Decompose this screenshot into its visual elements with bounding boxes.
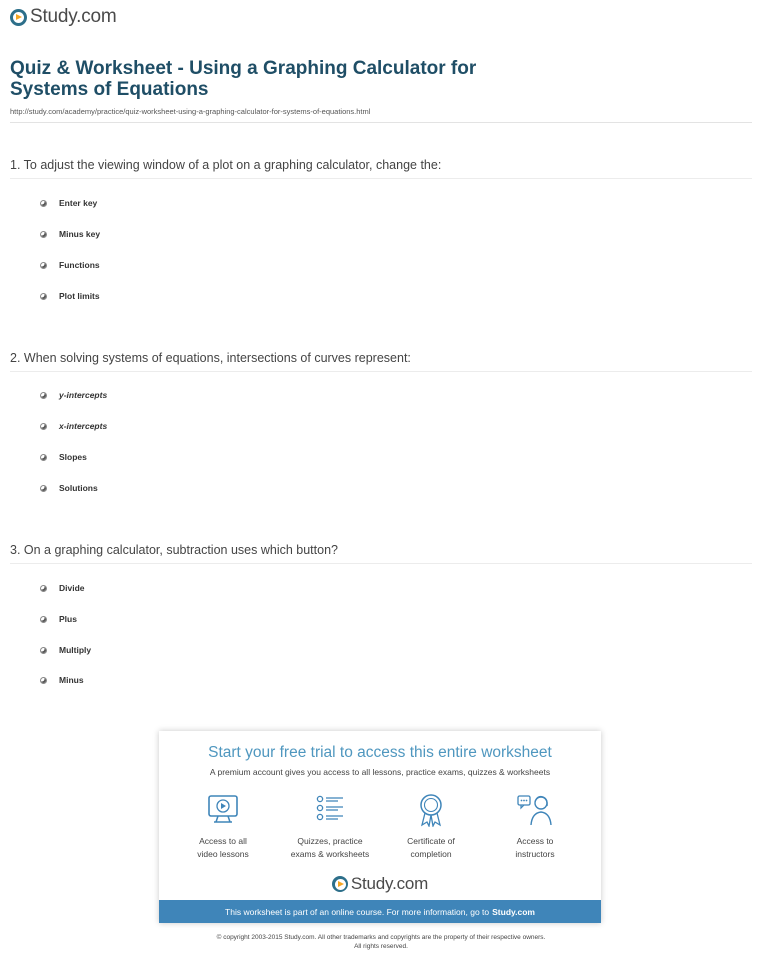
q2-option-3[interactable]: Slopes	[40, 451, 87, 463]
radio-button-icon[interactable]	[40, 647, 47, 654]
radio-button-icon[interactable]	[40, 677, 47, 684]
feature-video-line2: video lessons	[197, 849, 249, 859]
feature-quizzes-line2: exams & worksheets	[290, 849, 370, 859]
promo-headline[interactable]: Start your free trial to access this entire worksheet	[208, 744, 552, 761]
play-logo-icon	[332, 876, 348, 892]
study-logo[interactable]	[10, 6, 117, 28]
q3-option-2[interactable]: Plus	[40, 613, 77, 625]
q1-option-1[interactable]: Enter key	[40, 197, 97, 209]
radio-button-icon[interactable]	[40, 423, 47, 430]
feature-instructors	[485, 793, 585, 861]
radio-button-icon[interactable]	[40, 392, 47, 399]
question-3-divider	[10, 563, 752, 564]
feature-quizzes	[280, 793, 380, 861]
question-1: 1. To adjust the viewing window of a plot on a graphing calculator, change the:	[10, 158, 442, 172]
header-divider	[10, 122, 752, 123]
title-line-1: Quiz & Worksheet - Using a Graphing Calculator for	[10, 58, 477, 79]
copyright-footer	[0, 933, 762, 951]
logo-text: Study.com	[30, 6, 117, 27]
instructor-icon	[515, 793, 555, 827]
question-1-divider	[10, 178, 752, 179]
q1-option-3[interactable]: Functions	[40, 259, 100, 271]
promo-study-logo[interactable]: Study.com	[159, 874, 601, 894]
q1-option-2[interactable]: Minus key	[40, 228, 100, 240]
q3-option-1[interactable]: Divide	[40, 582, 85, 594]
page-url[interactable]: http://study.com/academy/practice/quiz-worksheet-using-a-graphing-calculator-for-systems-of-equations.html	[10, 107, 371, 116]
free-trial-promo[interactable]	[159, 731, 601, 923]
radio-button-icon[interactable]	[40, 585, 47, 592]
feature-video-lessons	[173, 793, 273, 861]
feature-certificate-line1: Certificate of	[407, 836, 455, 846]
radio-button-icon[interactable]	[40, 231, 47, 238]
title-line-2: Systems of Equations	[10, 79, 209, 100]
q2-option-4[interactable]: Solutions	[40, 482, 98, 494]
video-lesson-icon	[205, 793, 241, 827]
question-3: 3. On a graphing calculator, subtraction uses which button?	[10, 543, 338, 557]
q2-option-2[interactable]: x-intercepts	[40, 420, 107, 432]
radio-button-icon[interactable]	[40, 454, 47, 461]
radio-button-icon[interactable]	[40, 616, 47, 623]
radio-button-icon[interactable]	[40, 200, 47, 207]
feature-instructors-line1: Access to	[516, 836, 554, 846]
q3-option-4[interactable]: Minus	[40, 674, 84, 686]
radio-button-icon[interactable]	[40, 262, 47, 269]
q2-option-1[interactable]: y-intercepts	[40, 389, 107, 401]
question-2-divider	[10, 371, 752, 372]
q1-option-4[interactable]: Plot limits	[40, 290, 100, 302]
feature-certificate-line2: completion	[410, 849, 452, 859]
play-logo-icon	[10, 9, 27, 26]
promo-subheadline: A premium account gives you access to all lessons, practice exams, quizzes & worksheets	[209, 767, 551, 777]
q3-option-3[interactable]: Multiply	[40, 644, 91, 656]
feature-instructors-line2: instructors	[515, 849, 555, 859]
copyright-line-2: All rights reserved.	[354, 943, 408, 950]
question-2: 2. When solving systems of equations, intersections of curves represent:	[10, 351, 411, 365]
promo-bar-link[interactable]: Study.com	[492, 906, 535, 917]
page-title	[10, 58, 570, 100]
promo-info-bar[interactable]	[159, 900, 601, 923]
radio-button-icon[interactable]	[40, 293, 47, 300]
feature-video-line1: Access to all	[199, 836, 247, 846]
promo-bar-text: This worksheet is part of an online course. For more information, go to	[225, 906, 490, 917]
copyright-line-1: © copyright 2003-2015 Study.com. All other trademarks and copyrights are the property of their respective owners.	[216, 934, 546, 941]
feature-quizzes-line1: Quizzes, practice	[297, 836, 363, 846]
certificate-icon	[413, 793, 449, 827]
radio-button-icon[interactable]	[40, 485, 47, 492]
feature-certificate	[381, 793, 481, 861]
quiz-list-icon	[312, 793, 348, 827]
